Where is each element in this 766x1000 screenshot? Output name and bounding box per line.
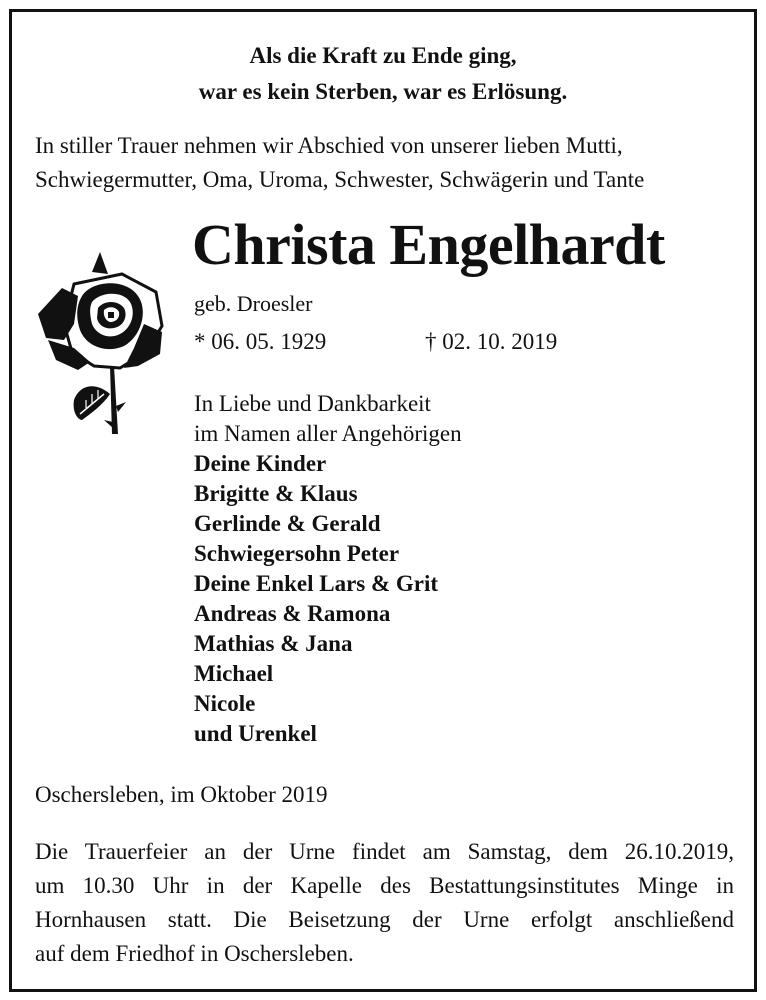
birth-date: * 06. 05. 1929 xyxy=(194,329,327,354)
obituary-notice xyxy=(9,9,757,992)
signer-name: Brigitte & Klaus xyxy=(194,481,358,506)
ceremony-info xyxy=(35,835,734,971)
motto-line-2: war es kein Sterben, war es Erlösung. xyxy=(198,79,568,104)
motto xyxy=(12,38,754,110)
ceremony-line: Die Trauerfeier an der Urne findet am Samstag, dem 26.10.2019, xyxy=(35,839,734,864)
signer-name: Nicole xyxy=(194,691,256,716)
intro-line-1: In stiller Trauer nehmen wir Abschied von unserer lieben Mutti, xyxy=(35,133,623,158)
signer-name: und Urenkel xyxy=(194,721,317,746)
death-date: † 02. 10. 2019 xyxy=(425,329,558,354)
maiden-name: geb. Droesler xyxy=(194,291,313,316)
signers-line: im Namen aller Angehörigen xyxy=(194,421,462,446)
intro-text xyxy=(35,129,735,197)
motto-line-1: Als die Kraft zu Ende ging, xyxy=(249,43,517,68)
signer-name: Andreas & Ramona xyxy=(194,601,391,626)
signer-name: Gerlinde & Gerald xyxy=(194,511,381,536)
signer-name: Deine Enkel Lars & Grit xyxy=(194,571,439,596)
signers-line: In Liebe und Dankbarkeit xyxy=(194,391,431,416)
intro-line-2: Schwiegermutter, Oma, Uroma, Schwester, Schwägerin und Tante xyxy=(35,167,645,192)
rose-icon xyxy=(34,244,164,434)
ceremony-line: um 10.30 Uhr in der Kapelle des Bestattungsinstitutes Minge in xyxy=(35,873,734,898)
signer-name: Michael xyxy=(194,661,274,686)
signers-block xyxy=(194,389,462,749)
signer-name: Deine Kinder xyxy=(194,451,327,476)
deceased-name: Christa Engelhardt xyxy=(192,212,665,277)
place-date: Oschersleben, im Oktober 2019 xyxy=(35,782,328,807)
signer-name: Schwiegersohn Peter xyxy=(194,541,400,566)
signer-name: Mathias & Jana xyxy=(194,631,353,656)
ceremony-line: Hornhausen statt. Die Beisetzung der Urne erfolgt anschließend xyxy=(35,907,734,932)
ceremony-line: auf dem Friedhof in Oschersleben. xyxy=(35,941,354,966)
